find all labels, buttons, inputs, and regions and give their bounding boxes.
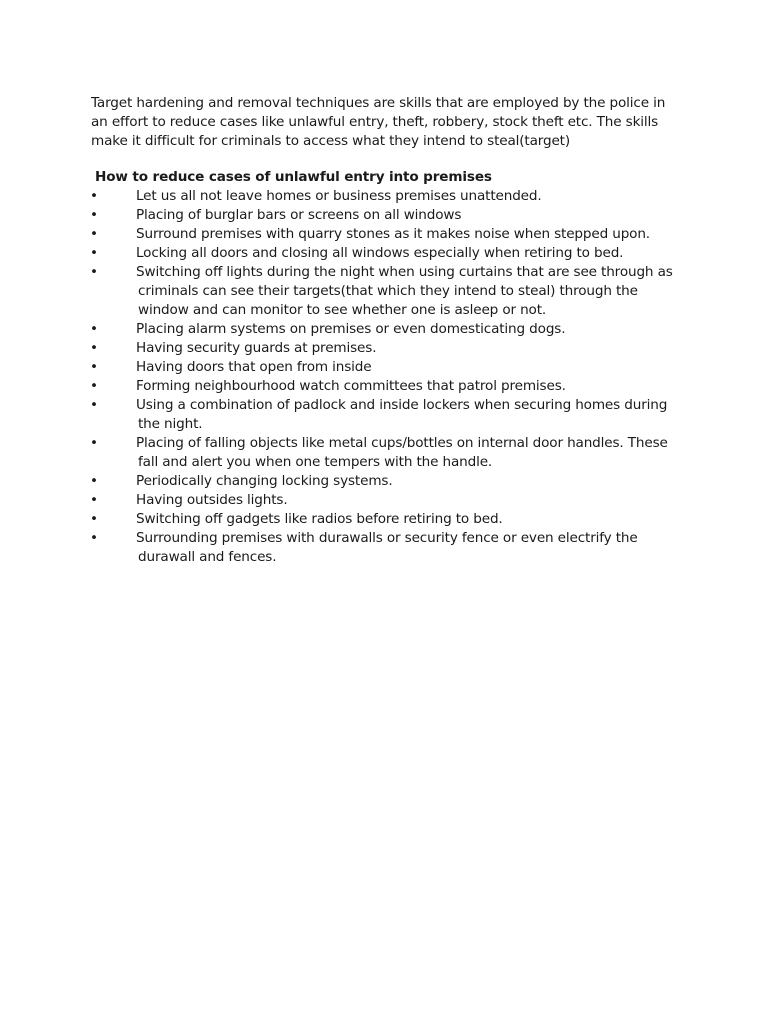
- list-item-text-continued: criminals can see their targets(that which they intend to steal) through the: [138, 283, 638, 299]
- bullet-icon: •: [90, 359, 98, 375]
- list-item-text: Let us all not leave homes or business premises unattended.: [136, 188, 542, 204]
- list-item: [0, 263, 681, 320]
- bullet-icon: •: [90, 340, 98, 356]
- bullet-icon: •: [90, 245, 98, 261]
- list-item: [0, 529, 681, 567]
- bullet-icon: •: [90, 473, 98, 489]
- bullet-icon: •: [90, 226, 98, 242]
- bullet-icon: •: [90, 530, 98, 546]
- list-item-text-continued: the night.: [138, 416, 203, 432]
- list-item: [0, 320, 681, 339]
- list-item-text: Using a combination of padlock and inside lockers when securing homes during: [136, 397, 668, 413]
- intro-line: Target hardening and removal techniques are skills that are employed by the police in: [91, 95, 666, 111]
- list-item-text: Switching off lights during the night when using curtains that are see through as: [136, 264, 673, 280]
- bullet-icon: •: [90, 207, 98, 223]
- bullet-icon: •: [90, 188, 98, 204]
- list-item-text-continued: window and can monitor to see whether one is asleep or not.: [138, 302, 547, 318]
- list-item: [0, 206, 681, 225]
- list-item-text: Having security guards at premises.: [136, 340, 377, 356]
- list-item: [0, 472, 681, 491]
- bullet-icon: •: [90, 321, 98, 337]
- bullet-icon: •: [90, 511, 98, 527]
- bullet-icon: •: [90, 378, 98, 394]
- list-item-text: Placing of falling objects like metal cups/bottles on internal door handles. These: [136, 435, 668, 451]
- bullet-icon: •: [90, 397, 98, 413]
- list-item-text: Placing of burglar bars or screens on all windows: [136, 207, 462, 223]
- list-item-text: Having outsides lights.: [136, 492, 288, 508]
- list-item-text: Placing alarm systems on premises or even domesticating dogs.: [136, 321, 566, 337]
- list-item: [0, 225, 681, 244]
- list-item: [0, 339, 681, 358]
- list-item-text: Surround premises with quarry stones as it makes noise when stepped upon.: [136, 226, 650, 242]
- list-item: [0, 377, 681, 396]
- list-item-text: Periodically changing locking systems.: [136, 473, 393, 489]
- bullet-icon: •: [90, 435, 98, 451]
- bullet-icon: •: [90, 492, 98, 508]
- intro-line: make it difficult for criminals to access what they intend to steal(target): [91, 133, 571, 149]
- list-item: [0, 358, 681, 377]
- list-item: [0, 491, 681, 510]
- list-item-text: Surrounding premises with durawalls or security fence or even electrify the: [136, 530, 638, 546]
- list-item-text: Having doors that open from inside: [136, 359, 372, 375]
- list-item: [0, 510, 681, 529]
- intro-line: an effort to reduce cases like unlawful entry, theft, robbery, stock theft etc. The skills: [91, 114, 659, 130]
- bullet-list: [0, 187, 768, 567]
- list-item-text-continued: fall and alert you when one tempers with the handle.: [138, 454, 493, 470]
- list-item-text: Switching off gadgets like radios before retiring to bed.: [136, 511, 503, 527]
- intro-paragraph: [91, 94, 691, 151]
- list-item-text: Forming neighbourhood watch committees that patrol premises.: [136, 378, 566, 394]
- list-item-text: Locking all doors and closing all windows especially when retiring to bed.: [136, 245, 624, 261]
- list-item: [0, 396, 681, 434]
- list-item: [0, 187, 681, 206]
- section-heading: How to reduce cases of unlawful entry into premises: [95, 169, 492, 185]
- list-item-text-continued: durawall and fences.: [138, 549, 277, 565]
- list-item: [0, 244, 681, 263]
- list-item: [0, 434, 681, 472]
- bullet-icon: •: [90, 264, 98, 280]
